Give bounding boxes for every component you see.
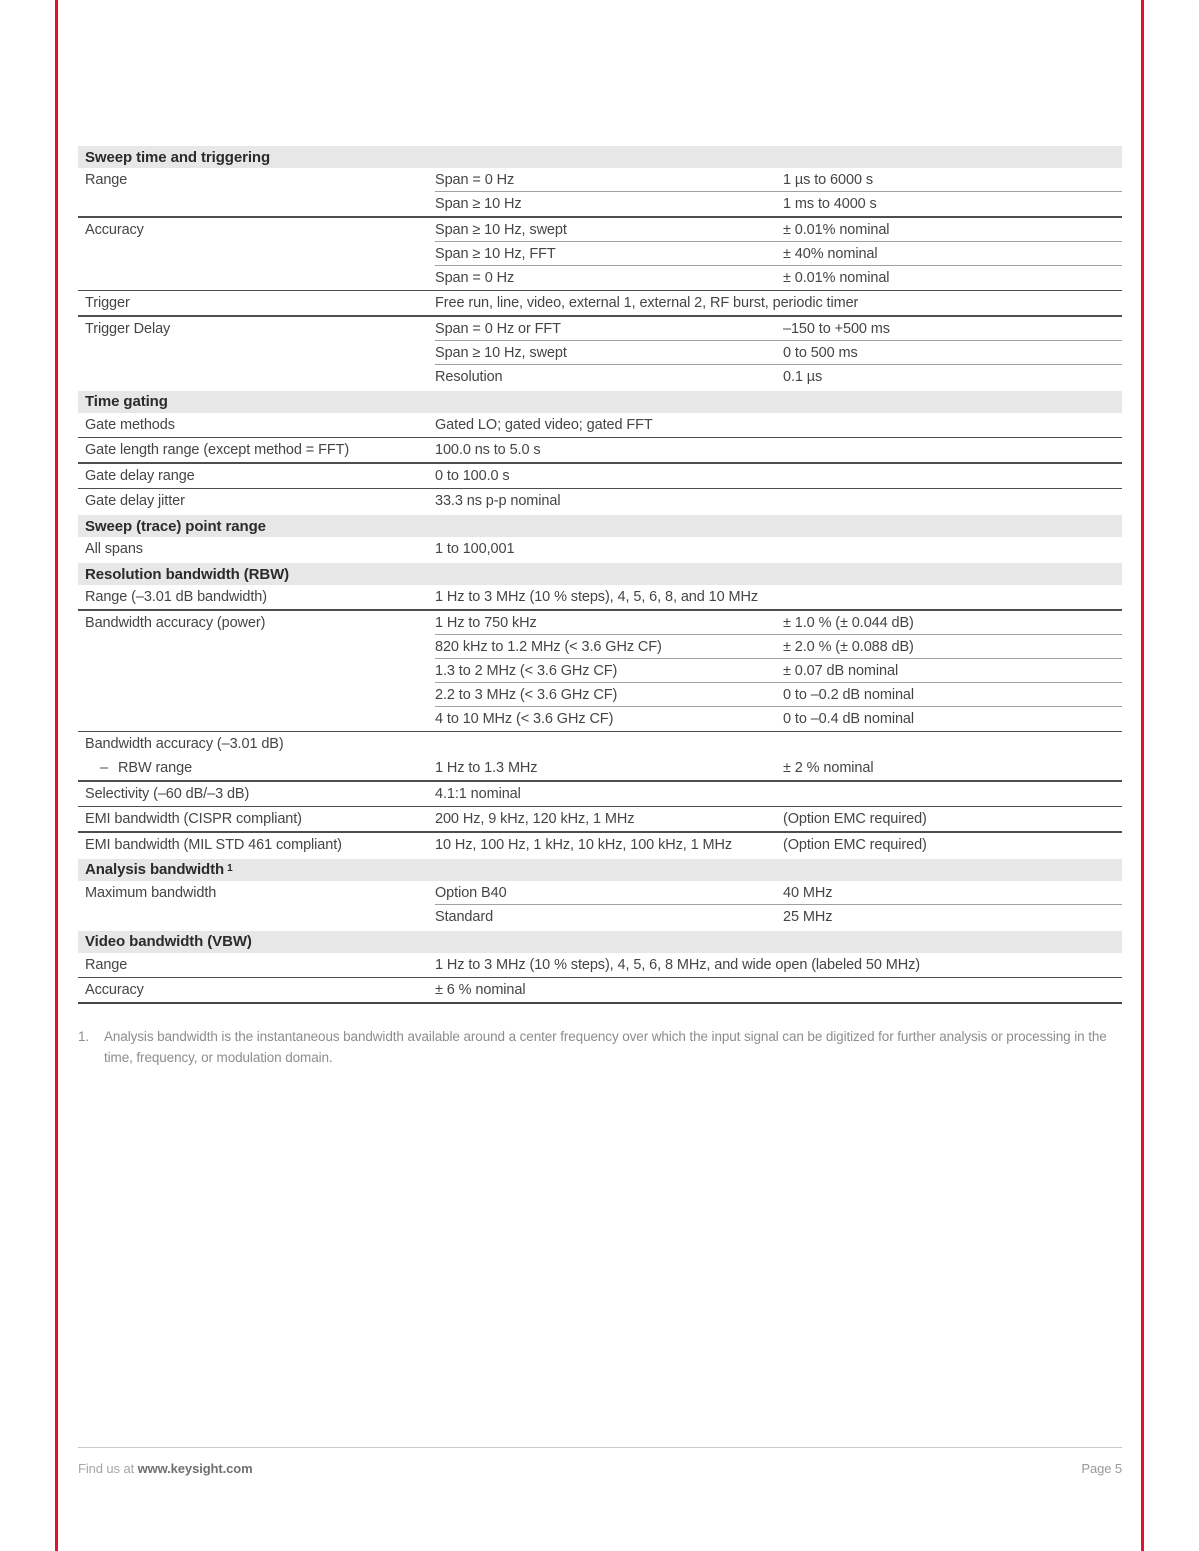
spec-value: 0.1 µs xyxy=(783,368,823,385)
spec-condition: Span = 0 Hz or FFT xyxy=(435,320,561,337)
spec-row xyxy=(78,659,1122,683)
spec-value: ± 2 % nominal xyxy=(783,760,874,776)
spec-row xyxy=(78,438,1122,462)
page-footer xyxy=(78,1447,1122,1476)
spec-value: 0 to –0.2 dB nominal xyxy=(783,686,915,703)
section-header xyxy=(78,931,1122,953)
footnote-marker: 1. xyxy=(78,1029,90,1044)
footnote-text: Analysis bandwidth is the instantaneous bandwidth available around a center frequency over which the input signal can be digitized for further analysis or processing in the time, frequency, or modulation domain. xyxy=(104,1029,1107,1065)
spec-label-text: Accuracy xyxy=(85,982,144,998)
section-title: Time gating xyxy=(85,393,168,410)
spec-table xyxy=(78,146,1122,1004)
spec-condition: ± 6 % nominal xyxy=(435,982,526,998)
spec-label xyxy=(78,589,435,605)
spec-label xyxy=(78,982,435,998)
spec-condition: 4.1:1 nominal xyxy=(435,785,521,802)
spec-row xyxy=(78,464,1122,488)
spec-value: ± 40% nominal xyxy=(783,245,878,262)
spec-condition: 0 to 100.0 s xyxy=(435,467,510,484)
spec-row xyxy=(78,266,1122,290)
spec-label xyxy=(78,493,435,509)
spec-label-text: Maximum bandwidth xyxy=(85,884,217,901)
spec-label-text: Gate methods xyxy=(85,416,175,433)
spec-condition: 1 Hz to 3 MHz (10 % steps), 4, 5, 6, 8 MHz, and wide open (labeled 50 MHz) xyxy=(435,956,921,973)
spec-condition: 200 Hz, 9 kHz, 120 kHz, 1 MHz xyxy=(435,811,635,827)
spec-label xyxy=(78,172,435,188)
spec-condition: Gated LO; gated video; gated FFT xyxy=(435,416,653,433)
spec-label-text: Accuracy xyxy=(85,221,144,238)
spec-row xyxy=(78,341,1122,365)
spec-condition: 10 Hz, 100 Hz, 1 kHz, 10 kHz, 100 kHz, 1 MHz xyxy=(435,836,732,853)
spec-label-text: Range xyxy=(85,172,128,188)
section-title: Sweep time and triggering xyxy=(85,148,271,166)
spec-condition: Option B40 xyxy=(435,884,507,901)
spec-value: 0 to 500 ms xyxy=(783,344,858,361)
spec-value: ± 2.0 % (± 0.088 dB) xyxy=(783,638,914,655)
spec-row xyxy=(78,807,1122,831)
spec-label xyxy=(78,736,435,752)
spec-value: ± 0.01% nominal xyxy=(783,269,890,286)
footnote-ref: 1 xyxy=(227,863,233,874)
spec-value: 1 µs to 6000 s xyxy=(783,172,873,188)
spec-label-text: Trigger xyxy=(85,295,130,311)
spec-label-text: Gate length range (except method = FFT) xyxy=(85,442,350,458)
spec-condition: 33.3 ns p-p nominal xyxy=(435,493,561,509)
spec-condition: 1.3 to 2 MHz (< 3.6 GHz CF) xyxy=(435,662,618,679)
spec-label xyxy=(78,957,435,973)
spec-label xyxy=(78,885,435,901)
page-border-right xyxy=(1141,0,1144,1551)
section-header xyxy=(78,146,1122,168)
spec-row xyxy=(78,707,1122,731)
spec-condition: Span ≥ 10 Hz, swept xyxy=(435,221,567,238)
spec-row xyxy=(78,635,1122,659)
section-title: Video bandwidth (VBW) xyxy=(85,933,252,950)
section-title: Sweep (trace) point range xyxy=(85,517,266,535)
spec-row xyxy=(78,683,1122,707)
spec-label xyxy=(78,442,435,458)
spec-row xyxy=(78,978,1122,1002)
spec-condition: Span = 0 Hz xyxy=(435,172,515,188)
spec-label-text: Selectivity (–60 dB/–3 dB) xyxy=(85,785,250,802)
spec-label xyxy=(78,811,435,827)
spec-label-text: Range (–3.01 dB bandwidth) xyxy=(85,589,267,605)
list-dash: – xyxy=(100,760,108,776)
spec-label-text: Gate delay range xyxy=(85,467,195,484)
spec-condition: Span = 0 Hz xyxy=(435,269,515,286)
spec-value: 1 ms to 4000 s xyxy=(783,196,877,212)
spec-label xyxy=(78,837,435,853)
spec-value: 0 to –0.4 dB nominal xyxy=(783,710,915,727)
spec-label xyxy=(78,321,435,337)
spec-label-text: EMI bandwidth (MIL STD 461 compliant) xyxy=(85,836,342,853)
spec-label-text: RBW range xyxy=(118,760,193,776)
section-header xyxy=(78,391,1122,413)
spec-label-text: Bandwidth accuracy (–3.01 dB) xyxy=(85,736,284,752)
spec-condition: Standard xyxy=(435,908,494,925)
page-border-left xyxy=(55,0,58,1551)
find-us-prefix: Find us at xyxy=(78,1461,138,1476)
spec-row xyxy=(78,291,1122,315)
spec-condition: Resolution xyxy=(435,368,503,385)
spec-label xyxy=(78,615,435,631)
spec-row xyxy=(78,732,1122,756)
spec-row xyxy=(78,218,1122,242)
page-content xyxy=(78,146,1122,1068)
spec-label xyxy=(78,222,435,238)
find-us-line xyxy=(78,1461,253,1476)
section-header xyxy=(78,563,1122,585)
spec-condition: 2.2 to 3 MHz (< 3.6 GHz CF) xyxy=(435,686,618,703)
spec-condition: Free run, line, video, external 1, external 2, RF burst, periodic timer xyxy=(435,295,859,311)
spec-value: ± 0.07 dB nominal xyxy=(783,662,899,679)
spec-row xyxy=(78,953,1122,977)
spec-row xyxy=(78,537,1122,561)
spec-value: 25 MHz xyxy=(783,908,833,925)
spec-row xyxy=(78,756,1122,780)
spec-row xyxy=(78,611,1122,635)
footnote xyxy=(78,1026,1118,1068)
spec-label-text: Bandwidth accuracy (power) xyxy=(85,614,266,631)
section-header xyxy=(78,859,1122,881)
spec-row xyxy=(78,833,1122,857)
spec-condition: Span ≥ 10 Hz, FFT xyxy=(435,245,556,262)
spec-label xyxy=(78,541,435,557)
spec-label xyxy=(78,760,435,776)
spec-label xyxy=(78,417,435,433)
spec-row xyxy=(78,317,1122,341)
spec-condition: 1 Hz to 750 kHz xyxy=(435,614,537,631)
spec-label-text: Trigger Delay xyxy=(85,320,171,337)
spec-row xyxy=(78,489,1122,513)
section-title: Resolution bandwidth (RBW) xyxy=(85,565,290,583)
spec-label xyxy=(78,786,435,802)
spec-condition: 1 to 100,001 xyxy=(435,541,515,557)
spec-condition: 1 Hz to 1.3 MHz xyxy=(435,760,538,776)
spec-label xyxy=(78,468,435,484)
spec-value: 40 MHz xyxy=(783,884,833,901)
spec-row xyxy=(78,242,1122,266)
spec-row xyxy=(78,585,1122,609)
spec-label-text: EMI bandwidth (CISPR compliant) xyxy=(85,811,302,827)
spec-condition: Span ≥ 10 Hz, swept xyxy=(435,344,567,361)
page-number: Page 5 xyxy=(1081,1461,1122,1476)
table-end-rule xyxy=(78,1002,1122,1004)
spec-condition: 1 Hz to 3 MHz (10 % steps), 4, 5, 6, 8, and 10 MHz xyxy=(435,589,758,605)
section-header xyxy=(78,515,1122,537)
spec-label-text: All spans xyxy=(85,541,143,557)
spec-row xyxy=(78,192,1122,216)
spec-row xyxy=(78,365,1122,389)
spec-value: ± 0.01% nominal xyxy=(783,221,890,238)
spec-row xyxy=(78,881,1122,905)
spec-condition: 4 to 10 MHz (< 3.6 GHz CF) xyxy=(435,710,614,727)
spec-label xyxy=(78,295,435,311)
spec-value: –150 to +500 ms xyxy=(783,320,890,337)
spec-value: (Option EMC required) xyxy=(783,811,927,827)
spec-condition: Span ≥ 10 Hz xyxy=(435,196,522,212)
spec-label-text: Range xyxy=(85,956,128,973)
website-link[interactable]: www.keysight.com xyxy=(137,1461,253,1476)
spec-label-text: Gate delay jitter xyxy=(85,493,185,509)
spec-row xyxy=(78,413,1122,437)
spec-row xyxy=(78,905,1122,929)
spec-row xyxy=(78,168,1122,192)
spec-condition: 820 kHz to 1.2 MHz (< 3.6 GHz CF) xyxy=(435,638,662,655)
spec-condition: 100.0 ns to 5.0 s xyxy=(435,442,541,458)
spec-row xyxy=(78,782,1122,806)
spec-value: (Option EMC required) xyxy=(783,836,927,853)
section-title: Analysis bandwidth xyxy=(85,861,225,878)
spec-value: ± 1.0 % (± 0.044 dB) xyxy=(783,614,914,631)
